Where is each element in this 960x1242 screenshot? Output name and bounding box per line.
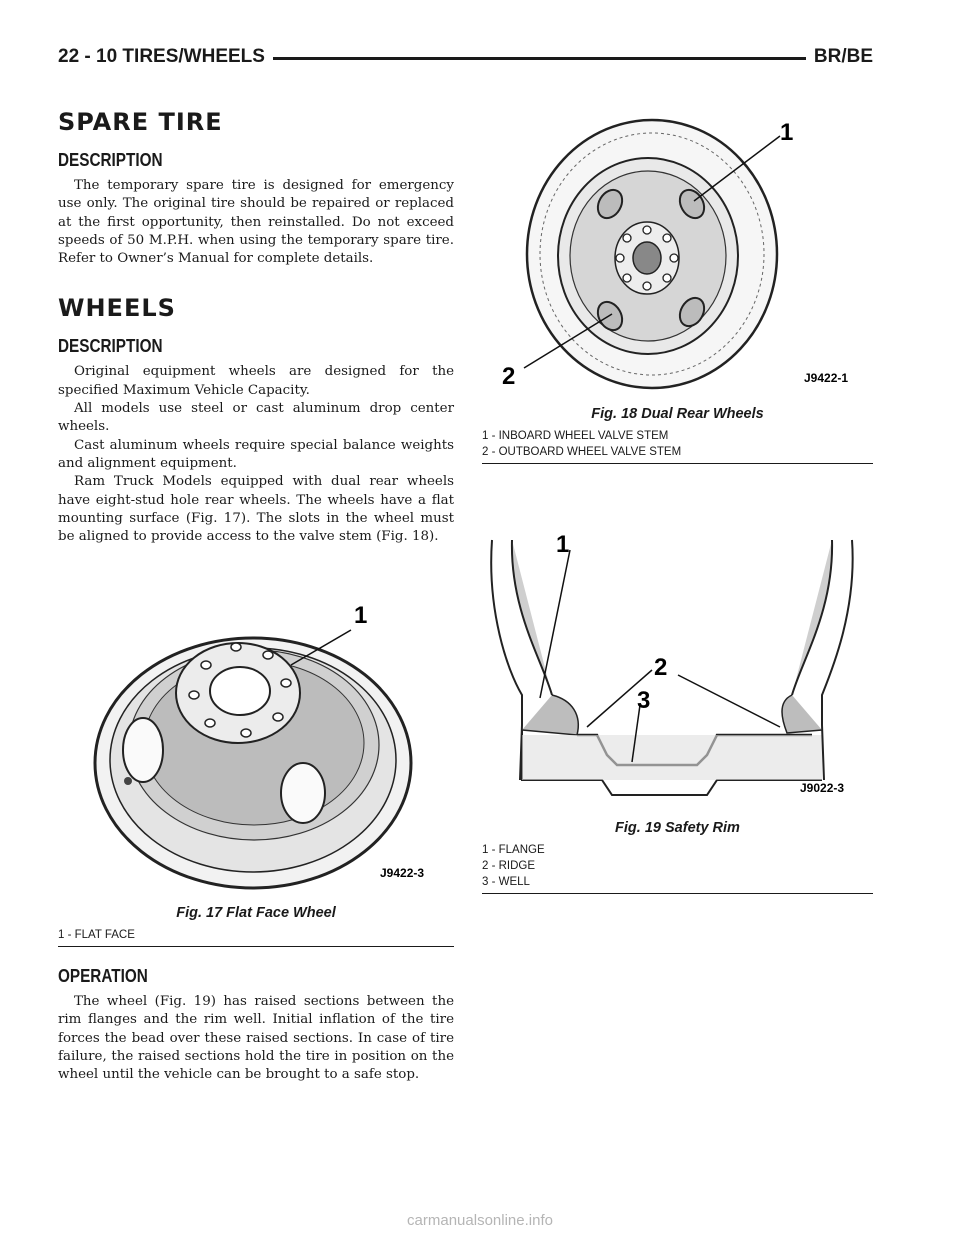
operation-heading: OPERATION <box>58 966 148 986</box>
operation-text: The wheel (Fig. 19) has raised sections between the rim flanges and the rim well. Initial inflation of the tire forces the bead over these raised sections. In case of tire failure, the raised sections hold the tire in position on the wheel until the vehicle can be brought to a safe stop. <box>58 994 454 1083</box>
fig17-legend-item: 1 - FLAT FACE <box>58 929 135 941</box>
figure-19 <box>482 530 873 894</box>
fig18-code: J9422-1 <box>804 371 849 385</box>
page-label: 22 - 10 TIRES/WHEELS <box>58 46 273 68</box>
operation-section <box>58 966 454 1084</box>
figure-18 <box>482 106 873 464</box>
flat-face-wheel-illustration <box>58 595 454 905</box>
fig18-rule <box>482 463 873 464</box>
wheels-title: WHEELS <box>58 294 176 323</box>
fig19-legend-item-1: 1 - FLANGE <box>482 844 545 856</box>
fig19-callout-3: 3 <box>637 687 651 714</box>
safety-rim-illustration <box>482 530 873 820</box>
spare-tire-description: The temporary spare tire is designed for emergency use only. The original tire should be repaired or replaced at the first opportunity, then reinstalled. Do not exceed speeds of 50 M.P.H. when using the temporary spare tire. Refer to Owner’s Manual for complete details. <box>58 178 454 267</box>
fig18-caption: Fig. 18 Dual Rear Wheels <box>591 406 764 422</box>
spare-tire-title: SPARE TIRE <box>58 108 223 136</box>
fig17-rule <box>58 946 454 947</box>
dual-rear-wheels-illustration <box>482 106 873 406</box>
spare-tire-description-heading: DESCRIPTION <box>58 150 163 170</box>
watermark: carmanualsonline.info <box>407 1212 553 1229</box>
fig19-code: J9022-3 <box>800 781 845 795</box>
wheels-paragraph-3: Cast aluminum wheels require special balance weights and alignment equipment. <box>58 437 454 471</box>
left-column <box>58 108 454 546</box>
model-code: BR/BE <box>806 46 873 68</box>
fig19-callout-2: 2 <box>654 654 668 681</box>
page-header <box>58 44 873 74</box>
fig17-callout-1: 1 <box>354 602 368 629</box>
fig19-rule <box>482 893 873 894</box>
fig18-callout-2: 2 <box>502 363 516 390</box>
fig18-callout-1: 1 <box>780 119 794 146</box>
fig19-legend-item-3: 3 - WELL <box>482 876 530 888</box>
fig19-legend-item-2: 2 - RIDGE <box>482 860 536 872</box>
fig17-code: J9422-3 <box>380 866 425 880</box>
wheels-description-heading: DESCRIPTION <box>58 336 163 357</box>
wheels-paragraph-1: Original equipment wheels are designed for the specified Maximum Vehicle Capacity. <box>58 364 454 398</box>
fig19-callout-1: 1 <box>556 531 570 558</box>
fig19-caption: Fig. 19 Safety Rim <box>615 820 740 836</box>
fig18-legend-item-2: 2 - OUTBOARD WHEEL VALVE STEM <box>482 446 682 458</box>
wheels-paragraph-4: Ram Truck Models equipped with dual rear wheels have eight-stud hole rear wheels. The wheels have a flat mounting surface (Fig. 17). The slots in the wheel must be aligned to provide access to the valve stem (Fig. 18). <box>58 474 454 545</box>
fig18-legend-item-1: 1 - INBOARD WHEEL VALVE STEM <box>482 430 669 442</box>
fig17-caption: Fig. 17 Flat Face Wheel <box>176 905 336 921</box>
figure-17 <box>58 595 454 947</box>
wheels-paragraph-2: All models use steel or cast aluminum drop center wheels. <box>58 401 454 435</box>
